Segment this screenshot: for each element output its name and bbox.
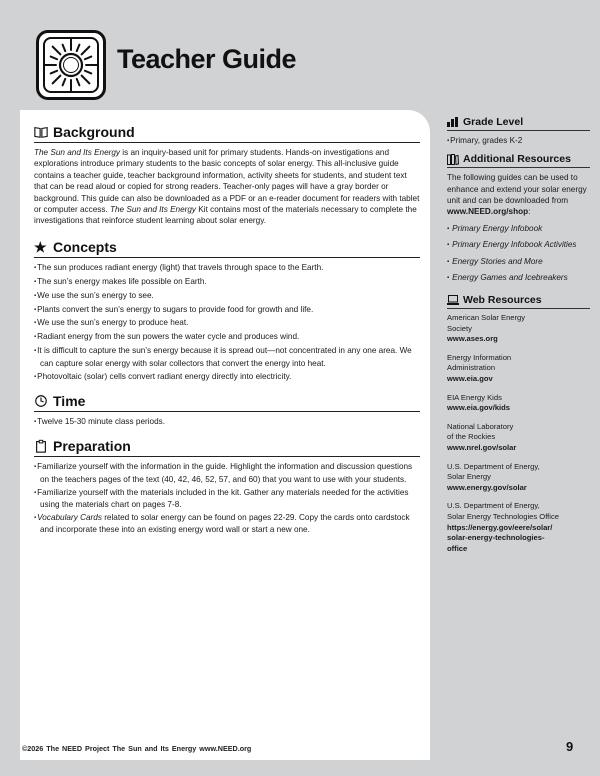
web-resources-heading: Web Resources: [447, 294, 590, 309]
web-resource-name: EIA Energy Kids: [447, 392, 502, 402]
resources-list: [447, 223, 590, 284]
resource-item: ▪ Primary Energy Infobook Activities: [447, 239, 590, 251]
concept-item: ▪ It is difficult to capture the sun’s energy because it is spread out—not concentrated in any one area. We can capture solar energy with solar collectors that convert the energy into heat.: [34, 345, 420, 369]
sun-ray: [53, 76, 61, 84]
web-resource-entry: [447, 313, 590, 345]
main-content: [34, 124, 420, 546]
background-heading: Background: [34, 124, 420, 143]
time-list: [34, 416, 420, 428]
sun-ray: [77, 79, 80, 85]
concepts-heading: ★ Concepts: [34, 239, 420, 258]
web-resource-name: American Solar Energy Society: [447, 313, 526, 333]
sun-ray: [82, 76, 90, 84]
sun-ray: [82, 47, 90, 55]
web-resource-link[interactable]: www.eia.gov/kids: [447, 403, 511, 413]
laptop-icon: [447, 295, 459, 305]
paragraph-text: is an inquiry-based unit for primary students. Hands-on investigations and explorations introduce primary students to the basic concepts of solar energy. This all-inclusive guide contains a teacher guide, teacher background information, activity sheets for students, and student text that can be read aloud or copied for strong readers. Teacher-only pages will have a gray border or background. This guide can also be downloaded as a PDF or an e-reader document for readers with tablet or computer access.: [34, 148, 420, 215]
additional-resources-heading: Additional Resources: [447, 153, 590, 168]
sun-ray: [85, 71, 91, 74]
web-resource-link[interactable]: www.nrel.gov/solar: [447, 442, 517, 452]
preparation-item: ▪ Familiarize yourself with the materials included in the kit. Gather any materials needed for the activities using the materials chart on pages 7-8.: [34, 487, 420, 511]
web-resource-name: U.S. Department of Energy, Solar Energy Technologies Office: [447, 501, 560, 521]
page-title: Teacher Guide: [117, 44, 297, 74]
web-resource-link[interactable]: www.eia.gov: [447, 374, 493, 383]
books-icon: [447, 154, 459, 165]
concepts-list: [34, 262, 420, 383]
sun-ray: [63, 79, 66, 85]
concept-item: ▪ The sun’s energy makes life possible on Earth.: [34, 276, 420, 288]
resource-item: ▪ Energy Stories and More: [447, 256, 590, 268]
bar-chart-icon: [447, 117, 459, 127]
time-heading: Time: [34, 393, 420, 412]
book-icon: [34, 125, 48, 139]
grade-level-heading: Grade Level: [447, 116, 590, 131]
sun-ray: [51, 71, 57, 74]
sun-logo: [36, 30, 106, 100]
clipboard-icon: [34, 439, 48, 453]
web-resource-entry: [447, 393, 590, 414]
web-resource-entry: [447, 353, 590, 385]
sun-ray: [63, 45, 66, 51]
web-resource-name: Energy Information Administration: [447, 352, 512, 373]
sun-ray: [85, 57, 91, 60]
preparation-heading: Preparation: [34, 438, 420, 457]
preparation-item: ▪ Familiarize yourself with the information in the guide. Highlight the information and discussion questions on the teachers pages of the text (40, 42, 46, 52, 57, and 60) that you want to use with your students.: [34, 461, 420, 485]
concept-item: ▪ Radiant energy from the sun powers the water cycle and produces wind.: [34, 331, 420, 343]
concept-item: ▪ Photovoltaic (solar) cells convert radiant energy directly into electricity.: [34, 371, 420, 383]
web-resource-name: National Laboratory of the Rockies: [447, 421, 514, 442]
grade-level-list: [447, 135, 590, 147]
sun-ray: [77, 45, 80, 51]
concept-item: ▪ Plants convert the sun’s energy to sugars to provide food for growth and life.: [34, 304, 420, 316]
paragraph-text: Kit contains most of the materials necessary to complete the investigations that reinforce student learning about solar energy.: [34, 205, 417, 226]
resource-item: ▪ Energy Games and Icebreakers: [447, 272, 590, 284]
need-shop-link[interactable]: www.NEED.org/shop: [447, 207, 529, 217]
background-paragraph: [34, 147, 420, 227]
concept-item: ▪ The sun produces radiant energy (light) that travels through space to the Earth.: [34, 262, 420, 274]
footer-text: ©2026 The NEED Project The Sun and Its Energy www.NEED.org: [22, 744, 252, 753]
title-italic: The Sun and Its Energy: [110, 205, 197, 215]
clock-icon: [34, 394, 48, 408]
resources-intro: The following guides can be used to enhance and extend your solar energy unit and can be downloaded from www.NEED.org/shop:: [447, 173, 587, 217]
sidebar: [447, 116, 590, 562]
title-italic: The Sun and Its Energy: [34, 148, 121, 157]
web-resource-entry: [447, 462, 590, 494]
web-resource-link[interactable]: https://energy.gov/eere/solar/ solar-energy-technologies- office: [447, 522, 553, 553]
web-resources-list: [447, 313, 590, 554]
web-resource-link[interactable]: www.energy.gov/solar: [447, 482, 527, 492]
preparation-list: [34, 461, 420, 535]
time-item: ▪ Twelve 15-30 minute class periods.: [34, 416, 420, 428]
web-resource-entry: [447, 501, 590, 554]
star-icon: ★: [34, 238, 47, 255]
sun-ray: [51, 57, 57, 60]
sun-ray: [53, 47, 61, 55]
resource-item: ▪ Primary Energy Infobook: [447, 223, 590, 235]
page-number: 9: [566, 739, 574, 754]
concept-item: ▪ We use the sun’s energy to see.: [34, 290, 420, 302]
grade-item: ▪ Primary, grades K-2: [447, 135, 590, 147]
web-resource-name: U.S. Department of Energy, Solar Energy: [447, 461, 540, 482]
sun-icon: [39, 33, 103, 97]
concept-item: ▪ We use the sun’s energy to produce heat.: [34, 317, 420, 329]
preparation-item: ▪ Vocabulary Cards related to solar energy can be found on pages 22-29. Copy the cards onto cardstock and incorporate these into an existing energy word wall or start a new one.: [34, 512, 420, 536]
web-resource-entry: [447, 422, 590, 454]
web-resource-link[interactable]: www.ases.org: [447, 334, 498, 344]
